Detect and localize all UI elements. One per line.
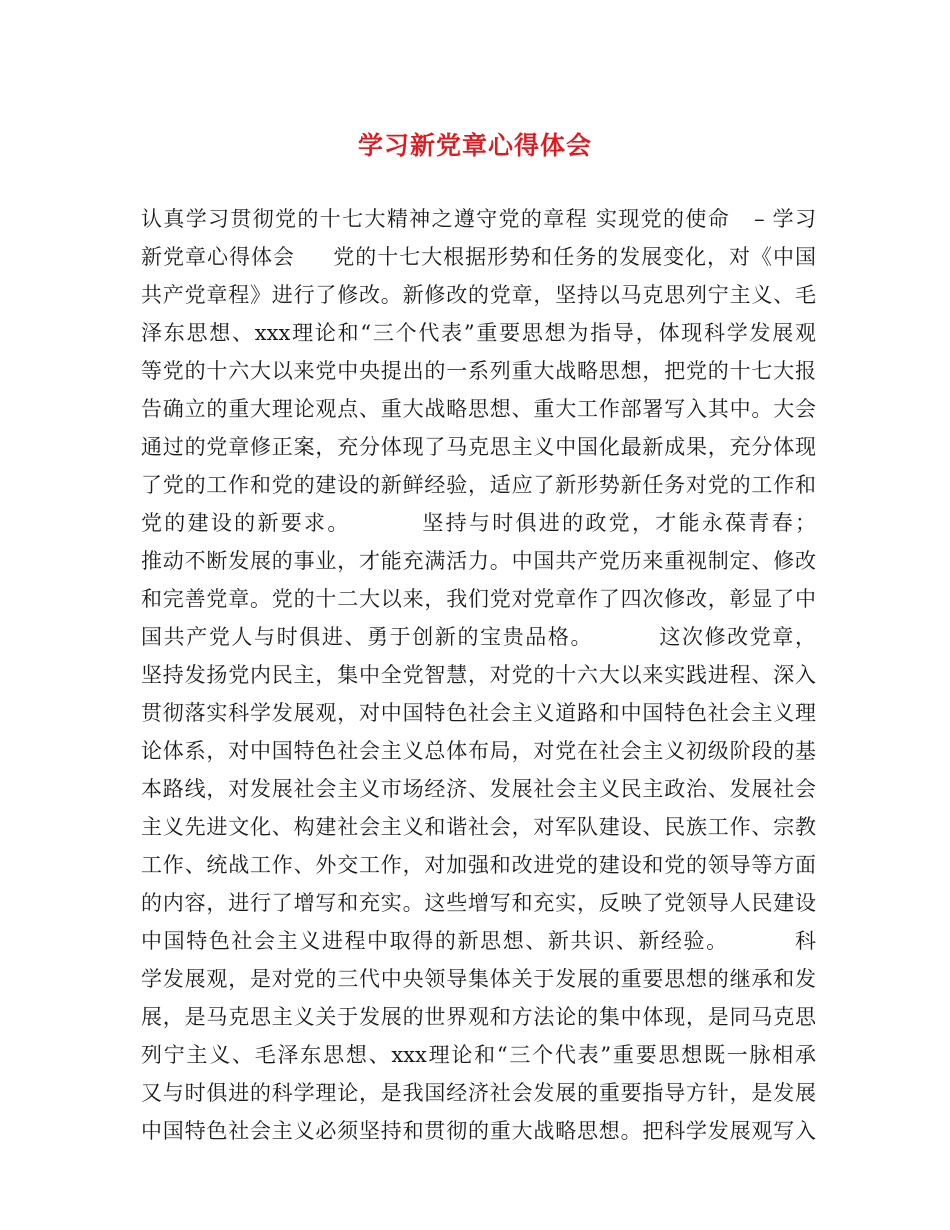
body-line: 中国特色社会主义必须坚持和贯彻的重大战略思想。把科学发展观写入 [141, 1119, 816, 1143]
document-title: 学习新党章心得体会 [357, 131, 592, 160]
body-line: 又与时俱进的科学理论，是我国经济社会发展的重要指导方针，是发展 [141, 1081, 816, 1105]
body-line: 推动不断发展的事业，才能充满活力。中国共产党历来重视制定、修改 [141, 549, 816, 573]
body-line: 等党的十六大以来党中央提出的一系列重大战略思想，把党的十七大报 [141, 359, 816, 383]
body-line: 和完善党章。党的十二大以来，我们党对党章作了四次修改，彰显了中 [141, 587, 816, 611]
body-line: 新党章心得体会 党的十七大根据形势和任务的发展变化，对《中国 [141, 245, 816, 269]
document-body [141, 200, 816, 1150]
body-line: 坚持发扬党内民主，集中全党智慧，对党的十六大以来实践进程、深入 [141, 663, 816, 687]
body-line: 贯彻落实科学发展观，对中国特色社会主义道路和中国特色社会主义理 [141, 701, 816, 725]
body-line: 通过的党章修正案，充分体现了马克思主义中国化最新成果，充分体现 [141, 435, 816, 459]
body-line: 工作、统战工作、外交工作，对加强和改进党的建设和党的领导等方面 [141, 853, 816, 877]
body-line: 党的建设的新要求。 坚持与时俱进的政党，才能永葆青春； [141, 511, 816, 535]
body-line: 泽东思想、xxx理论和“三个代表”重要思想为指导，体现科学发展观 [141, 321, 816, 345]
body-line: 展，是马克思主义关于发展的世界观和方法论的集中体现，是同马克思 [141, 1005, 816, 1029]
body-line: 学发展观，是对党的三代中央领导集体关于发展的重要思想的继承和发 [141, 967, 816, 991]
body-line: 了党的工作和党的建设的新鲜经验，适应了新形势新任务对党的工作和 [141, 473, 816, 497]
body-line: 论体系，对中国特色社会主义总体布局，对党在社会主义初级阶段的基 [141, 739, 816, 763]
body-line: 认真学习贯彻党的十七大精神之遵守党的章程 实现党的使命 – 学习 [141, 207, 816, 231]
body-line: 本路线，对发展社会主义市场经济、发展社会主义民主政治、发展社会 [141, 777, 816, 801]
body-line: 的内容，进行了增写和充实。这些增写和充实，反映了党领导人民建设 [141, 891, 816, 915]
body-line: 共产党章程》进行了修改。新修改的党章，坚持以马克思列宁主义、毛 [141, 283, 816, 307]
body-line: 主义先进文化、构建社会主义和谐社会，对军队建设、民族工作、宗教 [141, 815, 816, 839]
body-line: 国共产党人与时俱进、勇于创新的宝贵品格。 这次修改党章， [141, 625, 816, 649]
body-line: 告确立的重大理论观点、重大战略思想、重大工作部署写入其中。大会 [141, 397, 816, 421]
body-line: 列宁主义、毛泽东思想、xxx理论和“三个代表”重要思想既一脉相承 [141, 1043, 816, 1067]
body-line: 中国特色社会主义进程中取得的新思想、新共识、新经验。 科 [141, 929, 816, 953]
